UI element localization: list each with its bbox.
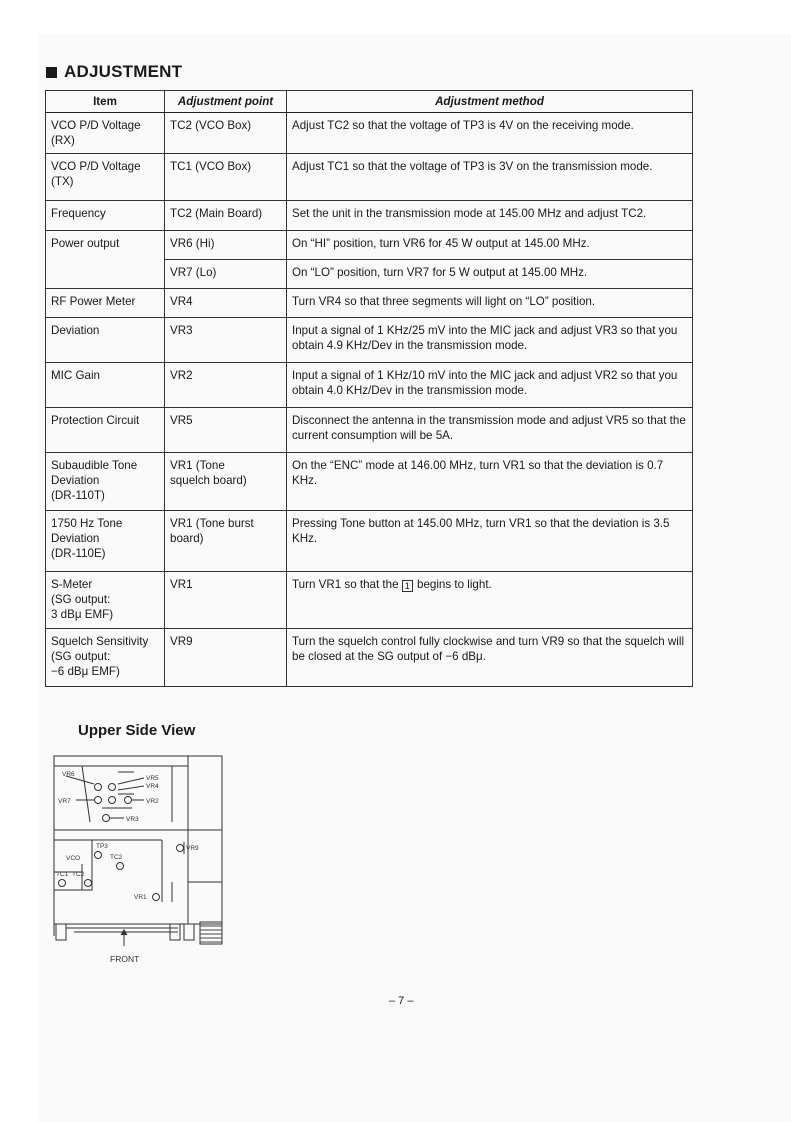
vr6-trimmer (95, 784, 102, 791)
table-row (46, 201, 693, 231)
point-cell: VR6 (Hi) (165, 231, 287, 260)
label-vr6: VR6 (62, 771, 75, 778)
vr2-trimmer (125, 797, 132, 804)
point-cell: TC2 (VCO Box) (165, 113, 287, 154)
vr4-trimmer (109, 797, 116, 804)
method-cell: On “LO” position, turn VR7 for 5 W output at 145.00 MHz. (287, 260, 693, 289)
item-cell: Frequency (46, 201, 165, 231)
method-text-start: Turn VR1 so that the (292, 578, 402, 591)
table-row (46, 289, 693, 318)
vr7-trimmer (95, 797, 102, 804)
point-cell: VR4 (165, 289, 287, 318)
label-front: FRONT (110, 954, 140, 964)
item-cell: Power output (46, 231, 165, 289)
table-row (46, 408, 693, 453)
item-cell: Protection Circuit (46, 408, 165, 453)
method-text-end: begins to light. (413, 578, 492, 591)
method-cell: Adjust TC1 so that the voltage of TP3 is 3V on the transmission mode. (287, 154, 693, 201)
table-row (46, 154, 693, 201)
heatsink-block (200, 922, 222, 944)
label-vr3: VR3 (126, 816, 139, 823)
diagram-title: Upper Side View (78, 722, 196, 739)
board-edge (82, 766, 90, 822)
method-cell: Pressing Tone button at 145.00 MHz, turn VR1 so that the deviation is 3.5 KHz. (287, 511, 693, 572)
point-cell: VR1 (Tone burst board) (165, 511, 287, 572)
label-vr9: VR9 (186, 845, 199, 852)
item-cell: Deviation (46, 318, 165, 363)
table-row (46, 318, 693, 363)
method-cell (287, 572, 693, 629)
method-cell: Disconnect the antenna in the transmission mode and adjust VR5 so that the current consumption will be 5A. (287, 408, 693, 453)
label-vr4: VR4 (146, 783, 159, 790)
point-cell: VR9 (165, 629, 287, 687)
method-cell: On “HI” position, turn VR6 for 45 W output at 145.00 MHz. (287, 231, 693, 260)
label-tc2-box: TC2 (72, 871, 85, 878)
vr5-pointer (118, 778, 144, 784)
item-cell: Subaudible Tone Deviation (DR-110T) (46, 453, 165, 511)
label-vr5: VR5 (146, 775, 159, 782)
heatsink-fins (200, 926, 222, 942)
section-heading (46, 62, 182, 82)
point-cell: TC1 (VCO Box) (165, 154, 287, 201)
table-row (46, 453, 693, 511)
tp3-point (95, 852, 102, 859)
page-number: – 7 – (389, 995, 414, 1007)
method-cell: Set the unit in the transmission mode at 145.00 MHz and adjust TC2. (287, 201, 693, 231)
point-cell: VR2 (165, 363, 287, 408)
item-cell: VCO P/D Voltage (TX) (46, 154, 165, 201)
point-cell: TC2 (Main Board) (165, 201, 287, 231)
segment-indicator-icon: 1 (402, 580, 413, 592)
method-cell: Input a signal of 1 KHz/10 mV into the MIC jack and adjust VR2 so that you obtain 4.0 KHz/Dev in the transmission mode. (287, 363, 693, 408)
label-tc2-main: TC2 (110, 854, 123, 861)
item-cell: VCO P/D Voltage (RX) (46, 113, 165, 154)
vr3-trimmer (103, 815, 110, 822)
table-row (46, 629, 693, 687)
table-row (46, 363, 693, 408)
section-title: ADJUSTMENT (64, 62, 183, 81)
header-adjustment-method: Adjustment method (287, 91, 693, 113)
label-vco: VCO (66, 855, 81, 862)
method-cell: On the “ENC” mode at 146.00 MHz, turn VR1 so that the deviation is 0.7 KHz. (287, 453, 693, 511)
table-row (46, 113, 693, 154)
vr5-trimmer (109, 784, 116, 791)
upper-side-view-diagram (48, 742, 238, 970)
header-adjustment-point: Adjustment point (165, 91, 287, 113)
label-vr1: VR1 (134, 894, 147, 901)
item-cell: S-Meter (SG output: 3 dBμ EMF) (46, 572, 165, 629)
method-cell: Adjust TC2 so that the voltage of TP3 is 4V on the receiving mode. (287, 113, 693, 154)
label-tc1: TC1 (56, 871, 69, 878)
tc2-box-trimmer (85, 880, 92, 887)
bullet-square-icon (46, 67, 57, 78)
method-cell: Turn the squelch control fully clockwise and turn VR9 so that the squelch will be closed at the SG output of −6 dBμ. (287, 629, 693, 687)
vco-box (54, 840, 92, 890)
item-cell: Squelch Sensitivity (SG output: −6 dBμ EMF) (46, 629, 165, 687)
item-cell: 1750 Hz Tone Deviation (DR-110E) (46, 511, 165, 572)
tc2-main-trimmer (117, 863, 124, 870)
point-cell: VR7 (Lo) (165, 260, 287, 289)
vr9-trimmer (177, 845, 184, 852)
header-item: Item (46, 91, 165, 113)
item-cell: MIC Gain (46, 363, 165, 408)
vr4-pointer (118, 786, 144, 790)
method-cell: Input a signal of 1 KHz/25 mV into the MIC jack and adjust VR3 so that you obtain 4.9 KHz/Dev in the transmission mode. (287, 318, 693, 363)
point-cell: VR5 (165, 408, 287, 453)
label-vr7: VR7 (58, 798, 71, 805)
table-row (46, 231, 693, 260)
item-cell: RF Power Meter (46, 289, 165, 318)
tc1-trimmer (59, 880, 66, 887)
table-header-row (46, 91, 693, 113)
method-cell: Turn VR4 so that three segments will light on “LO” position. (287, 289, 693, 318)
adjustment-table (45, 90, 693, 687)
table-row (46, 572, 693, 629)
label-tp3: TP3 (96, 843, 108, 850)
front-connector (184, 924, 194, 940)
point-cell: VR1 (Tone squelch board) (165, 453, 287, 511)
front-connector (56, 924, 66, 940)
point-cell: VR1 (165, 572, 287, 629)
label-vr2: VR2 (146, 798, 159, 805)
table-row (46, 511, 693, 572)
point-cell: VR3 (165, 318, 287, 363)
vr1-trimmer (153, 894, 160, 901)
